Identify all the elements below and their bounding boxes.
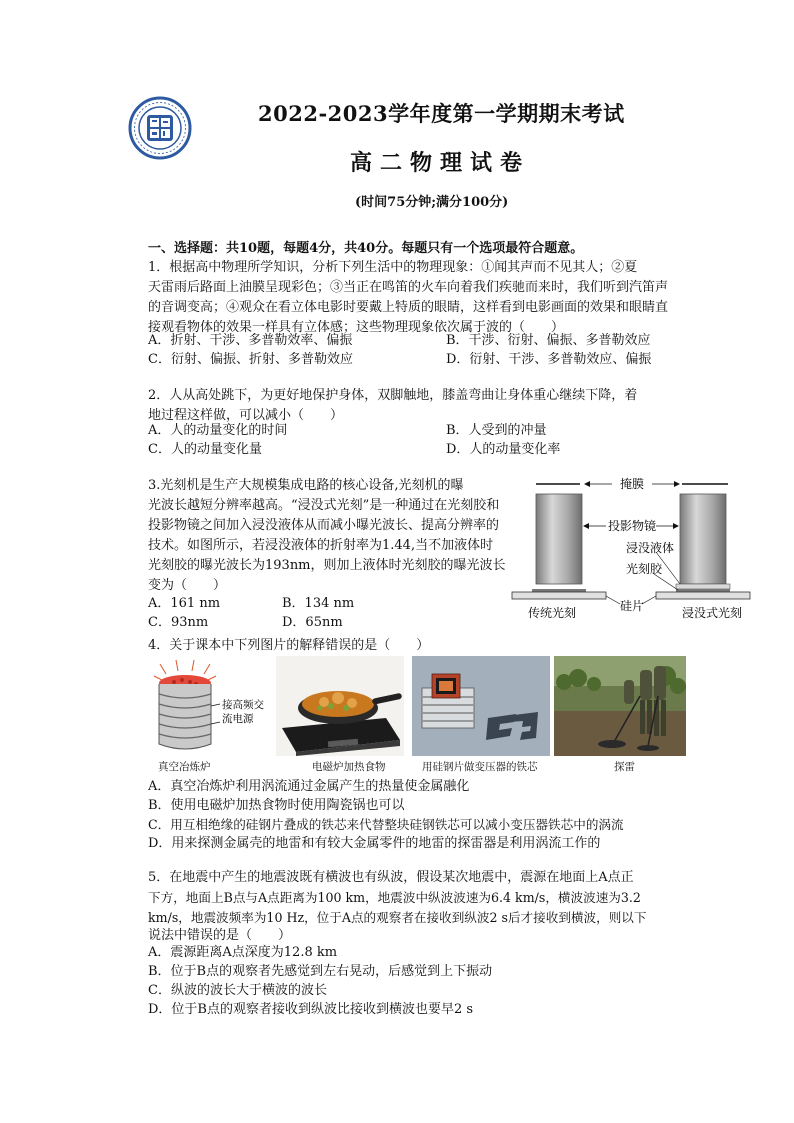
- q2-line-2: 地过程这样做，可以减小（ ）: [148, 408, 344, 423]
- furnace-power-label-1: 接高频交: [222, 699, 264, 711]
- caption-mine: 探雷: [614, 761, 635, 773]
- q3-line-4: 技术。如图所示，若浸没液体的折射率为1.44,当不加液体时: [148, 538, 494, 553]
- induction-cooker-photo: [276, 656, 404, 756]
- q5-line-2: 下方，地面上B点与A点距离为100 km，地震波中纵波波速为6.4 km/s，横波波速为3.2: [148, 890, 641, 905]
- q3-line-3: 投影物镜之间加入浸没液体从而减小曝光波长、提高分辨率的: [148, 518, 500, 533]
- q3-line-1: 3.光刻机是生产大规模集成电路的核心设备,光刻机的曝: [148, 478, 464, 493]
- q1-line-3: 的音调变高；④观众在看立体电影时要戴上特质的眼睛，这样看到电影画面的效果和眼睛直: [148, 300, 669, 315]
- vacuum-furnace-illustration: [146, 656, 270, 756]
- q3-line-6: 变为（ ）: [148, 578, 227, 593]
- caption-furnace: 真空冶炼炉: [158, 761, 211, 773]
- q3-option-a: A．161 nm: [148, 596, 221, 611]
- school-seal-logo: [128, 96, 192, 160]
- q4-option-b: B．使用电磁炉加热食物时使用陶瓷锅也可以: [148, 798, 405, 813]
- section-heading: 一、选择题：共10题，每题4分，共40分。每题只有一个选项最符合题意。: [148, 241, 584, 256]
- label-mask: 掩膜: [619, 477, 645, 491]
- caption-induction: 电磁炉加热食物: [312, 761, 386, 773]
- q4-photo-strip: [146, 656, 686, 774]
- wafer-right: [656, 592, 750, 599]
- q5-option-c: C．纵波的波长大于横波的波长: [148, 983, 327, 998]
- q3-line-5: 光刻胶的曝光波长为193nm，则加上液体时光刻胶的曝光波长: [148, 558, 506, 573]
- q2-line-1: 2．人从高处跳下，为更好地保护身体，双脚触地，膝盖弯曲让身体重心继续下降，着: [148, 388, 638, 403]
- q4-option-c: C．用互相绝缘的硅钢片叠成的铁芯来代替整块硅钢铁芯可以减小变压器铁芯中的涡流: [148, 817, 624, 832]
- q4-option-d: D．用来探测金属壳的地雷和有较大金属零件的地雷的探雷器是利用涡流工作的: [148, 836, 601, 851]
- q5-line-4: 说法中错误的是（ ）: [148, 928, 292, 943]
- q1-option-c: C．衍射、偏振、折射、多普勒效应: [148, 352, 353, 367]
- q4-option-a: A．真空冶炼炉利用涡流通过金属产生的热量使金属融化: [148, 779, 470, 794]
- label-liquid: 浸没液体: [625, 541, 675, 555]
- q5-option-a: A．震源距离A点深度为12.8 km: [148, 945, 338, 960]
- furnace-power-label-2: 流电源: [222, 713, 254, 725]
- projection-lens-immersion: [680, 494, 726, 584]
- q3-option-c: C．93nm: [148, 615, 209, 630]
- photoresist-right: [676, 589, 730, 592]
- q5-option-d: D．位于B点的观察者接收到纵波比接收到横波也要早2 s: [148, 1002, 474, 1017]
- q5-line-1: 5．在地震中产生的地震波既有横波也有纵波，假设某次地震中，震源在地面上A点正: [148, 870, 634, 885]
- label-traditional: 传统光刻: [527, 606, 577, 620]
- q1-option-b: B．干涉、衍射、偏振、多普勒效应: [446, 333, 651, 348]
- mine-detection-photo: [554, 656, 686, 756]
- transformer-core-photo: [412, 656, 550, 756]
- q3-option-d: D．65nm: [282, 615, 343, 630]
- q3-line-2: 光波长越短分辨率越高。“浸没式光刻”是一种通过在光刻胶和: [148, 498, 500, 513]
- q2-option-c: C．人的动量变化量: [148, 442, 262, 457]
- label-immersion: 浸没式光刻: [681, 606, 743, 620]
- wafer-left: [512, 592, 606, 599]
- label-resist: 光刻胶: [625, 562, 663, 576]
- photoresist-left: [532, 589, 586, 592]
- projection-lens-traditional: [536, 494, 582, 584]
- q1-line-2: 天雷雨后路面上油膜呈现彩色；③当正在鸣笛的火车向着我们疾驰而来时，我们听到汽笛声: [148, 280, 669, 295]
- q1-option-d: D．衍射、干涉、多普勒效应、偏振: [446, 352, 652, 367]
- immersion-liquid: [676, 584, 730, 589]
- q2-option-b: B．人受到的冲量: [446, 423, 547, 438]
- label-wafer: 硅片: [619, 599, 645, 613]
- lithography-diagram: [506, 472, 756, 622]
- caption-transformer: 用硅钢片做变压器的铁芯: [422, 761, 538, 773]
- q1-line-1: 1．根据高中物理所学知识，分析下列生活中的物理现象：①闻其声而不见其人；②夏: [148, 260, 638, 275]
- q1-line-4: 接观看物体的效果一样具有立体感；这些物理现象依次属于波的（ ）: [148, 320, 565, 335]
- q5-option-b: B．位于B点的观察者先感觉到左右晃动，后感觉到上下振动: [148, 964, 493, 979]
- q4-stem: 4．关于课本中下列图片的解释错误的是（ ）: [148, 638, 430, 653]
- exam-time-info: (时间75分钟;满分100分): [355, 195, 509, 210]
- mine-detector-head: [598, 740, 626, 748]
- q5-line-3: km/s，地震波频率为10 Hz，位于A点的观察者在接收到纵波2 s后才接收到横波，则以下: [148, 910, 647, 925]
- label-lens: 投影物镜: [607, 519, 657, 533]
- q2-option-d: D．人的动量变化率: [446, 442, 561, 457]
- q3-option-b: B．134 nm: [282, 596, 355, 611]
- q2-option-a: A．人的动量变化的时间: [148, 423, 288, 438]
- q1-option-a: A．折射、干涉、多普勒效率、偏振: [148, 333, 353, 348]
- exam-subtitle: 高二物理试卷: [350, 150, 531, 176]
- exam-title: 2022-2023学年度第一学期期末考试: [258, 101, 625, 126]
